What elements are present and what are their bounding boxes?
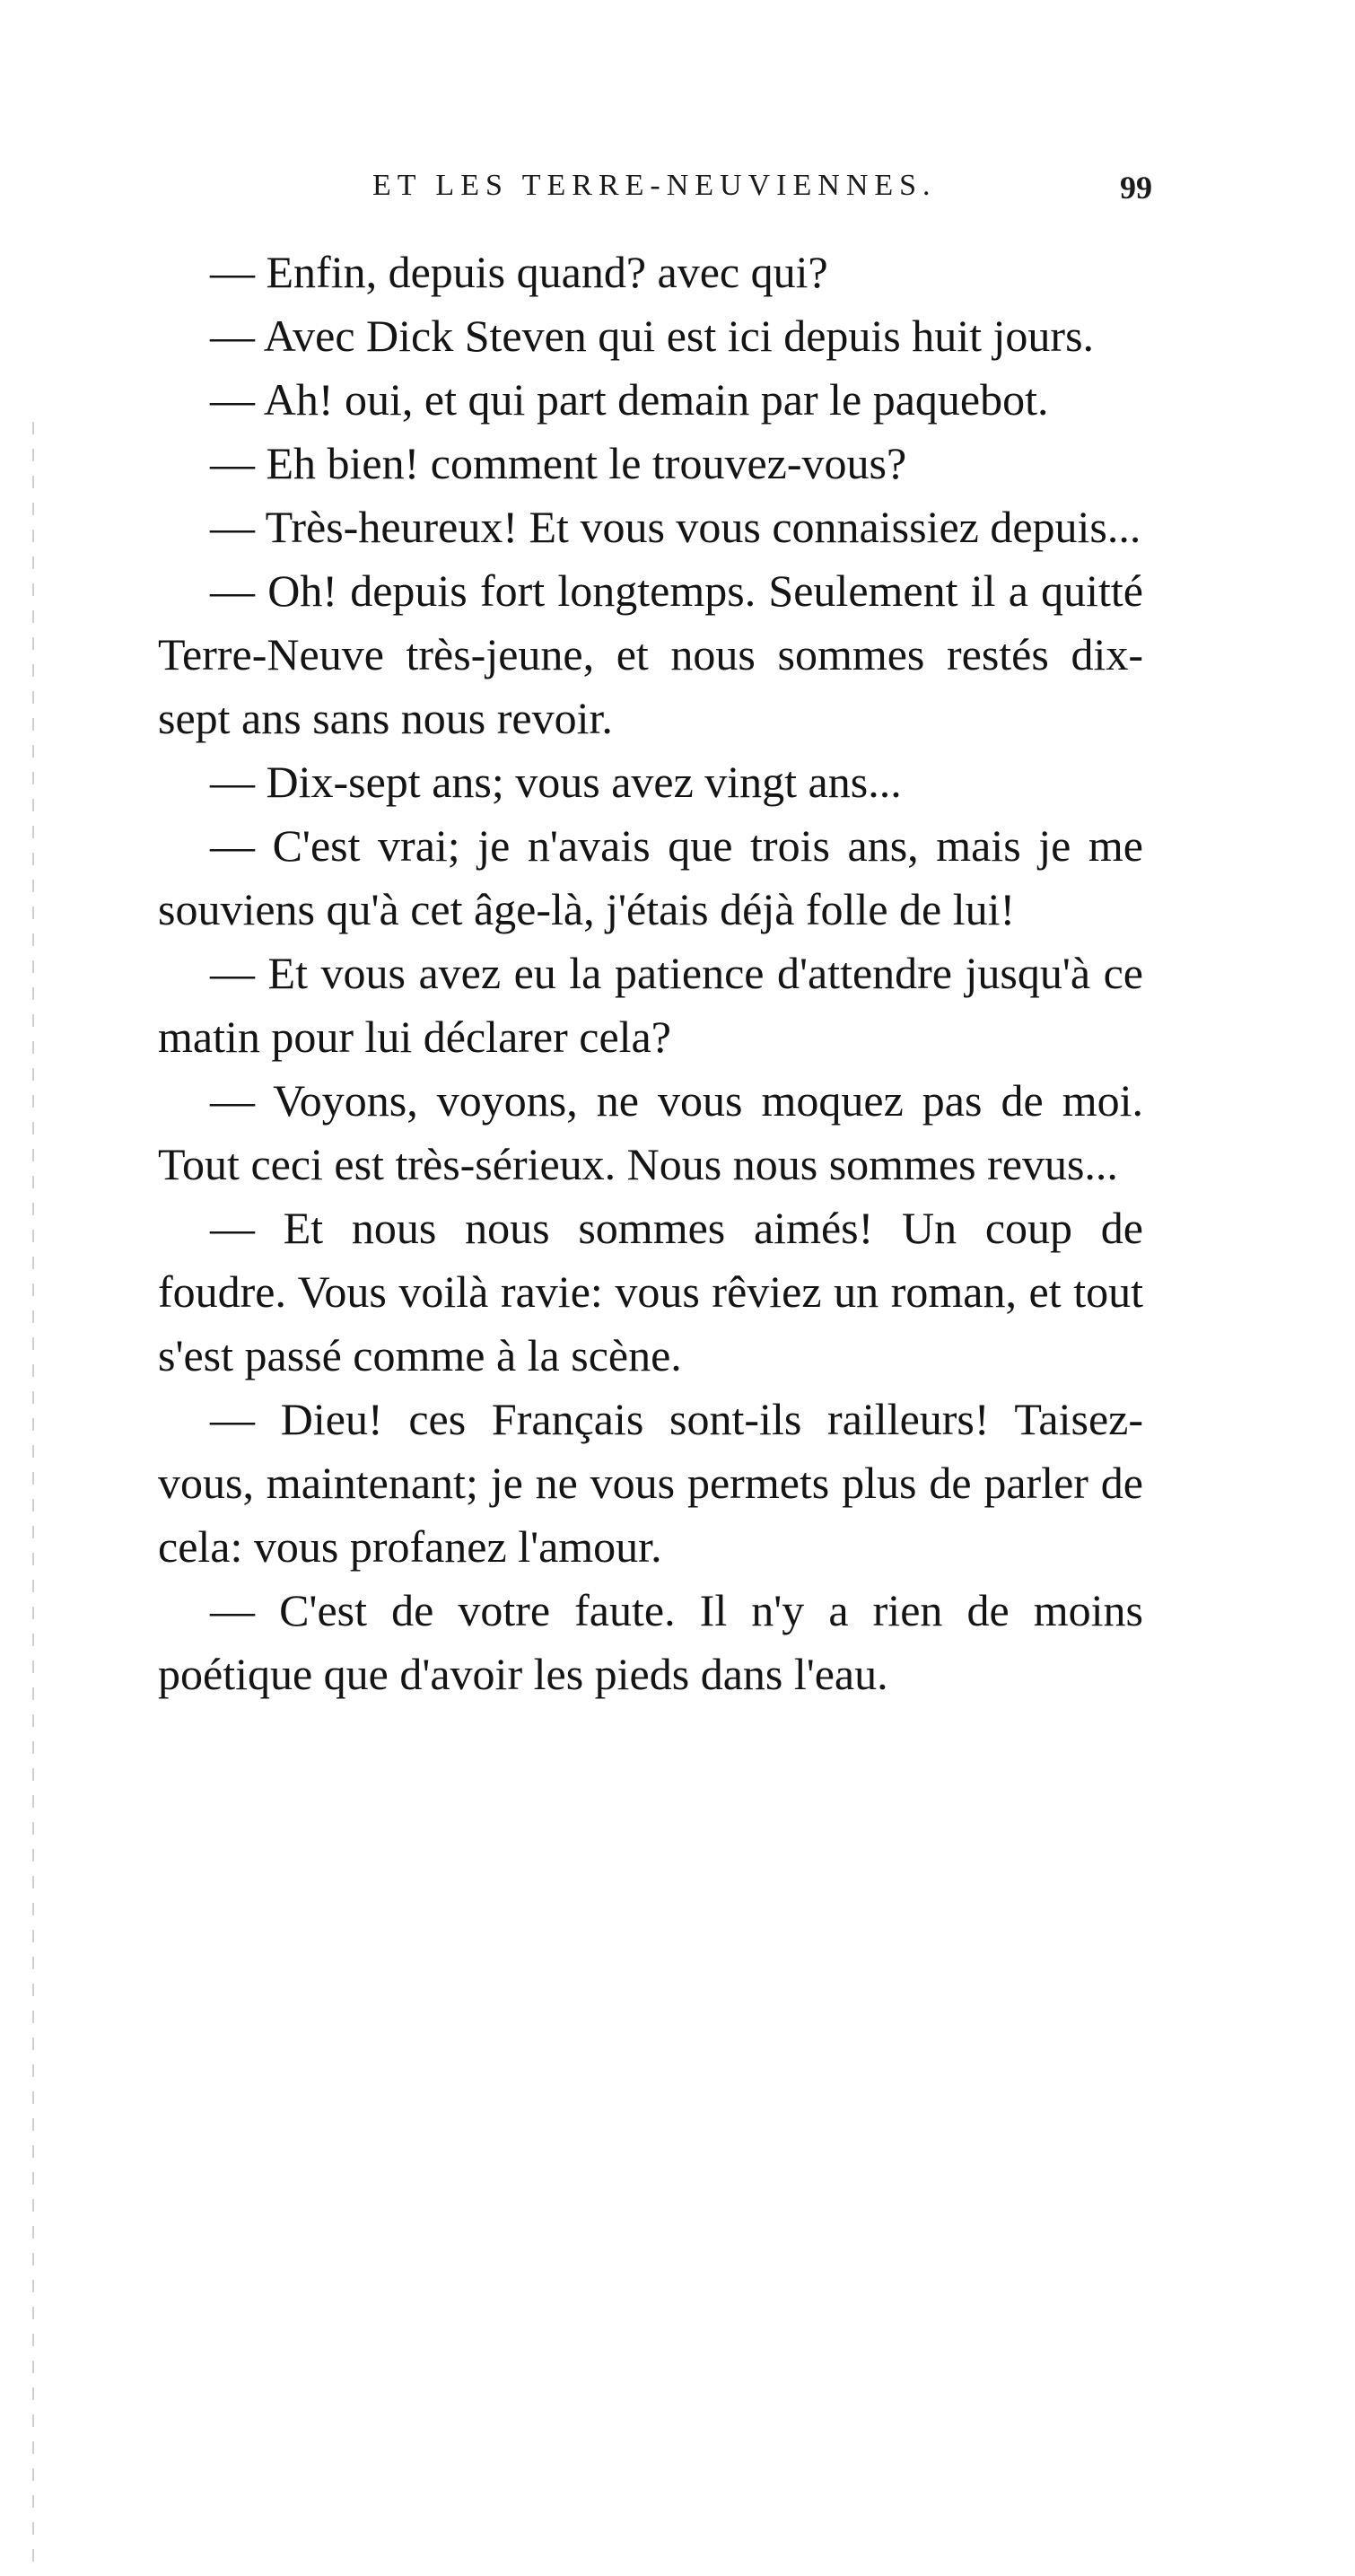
paragraph: — Et vous avez eu la patience d'attendre jusqu'à ce matin pour lui déclarer cela? <box>158 948 1143 1062</box>
paragraph: — Avec Dick Steven qui est ici depuis huit jours. <box>210 311 1095 361</box>
paragraph: — Enfin, depuis quand? avec qui? <box>210 247 828 297</box>
paragraph: — Voyons, voyons, ne vous moquez pas de moi. Tout ceci est très-sérieux. Nous nous sommes revus... <box>158 1075 1143 1189</box>
paragraph: — Dix-sept ans; vous avez vingt ans... <box>210 757 902 807</box>
paragraph: — Ah! oui, et qui part demain par le paquebot. <box>210 374 1049 425</box>
paragraph: — C'est vrai; je n'avais que trois ans, mais je me souviens qu'à cet âge-là, j'étais déjà folle de lui! <box>158 820 1143 934</box>
paragraph: — Dieu! ces Français sont-ils railleurs! Taisez-vous, maintenant; je ne vous permets plus de parler de cela: vous profanez l'amour. <box>158 1394 1143 1572</box>
paragraph: — Très-heureux! Et vous vous connaissiez depuis... <box>210 502 1141 552</box>
running-title: ET LES TERRE-NEUVIENNES. <box>372 169 937 202</box>
paragraph: — Eh bien! comment le trouvez-vous? <box>210 438 907 488</box>
body-text <box>158 241 1143 1706</box>
page-number: 99 <box>1120 170 1152 206</box>
paragraph: — C'est de votre faute. Il n'y a rien de moins poétique que d'avoir les pieds dans l'eau. <box>158 1585 1143 1699</box>
paragraph: — Oh! depuis fort longtemps. Seulement il a quitté Terre-Neuve très-jeune, et nous sommes restés dix-sept ans sans nous revoir. <box>158 565 1143 743</box>
paragraph: — Et nous nous sommes aimés! Un coup de foudre. Vous voilà ravie: vous rêviez un roman, et tout s'est passé comme à la scène. <box>158 1203 1143 1380</box>
binding-edge <box>32 422 34 2576</box>
running-header <box>153 169 1158 223</box>
